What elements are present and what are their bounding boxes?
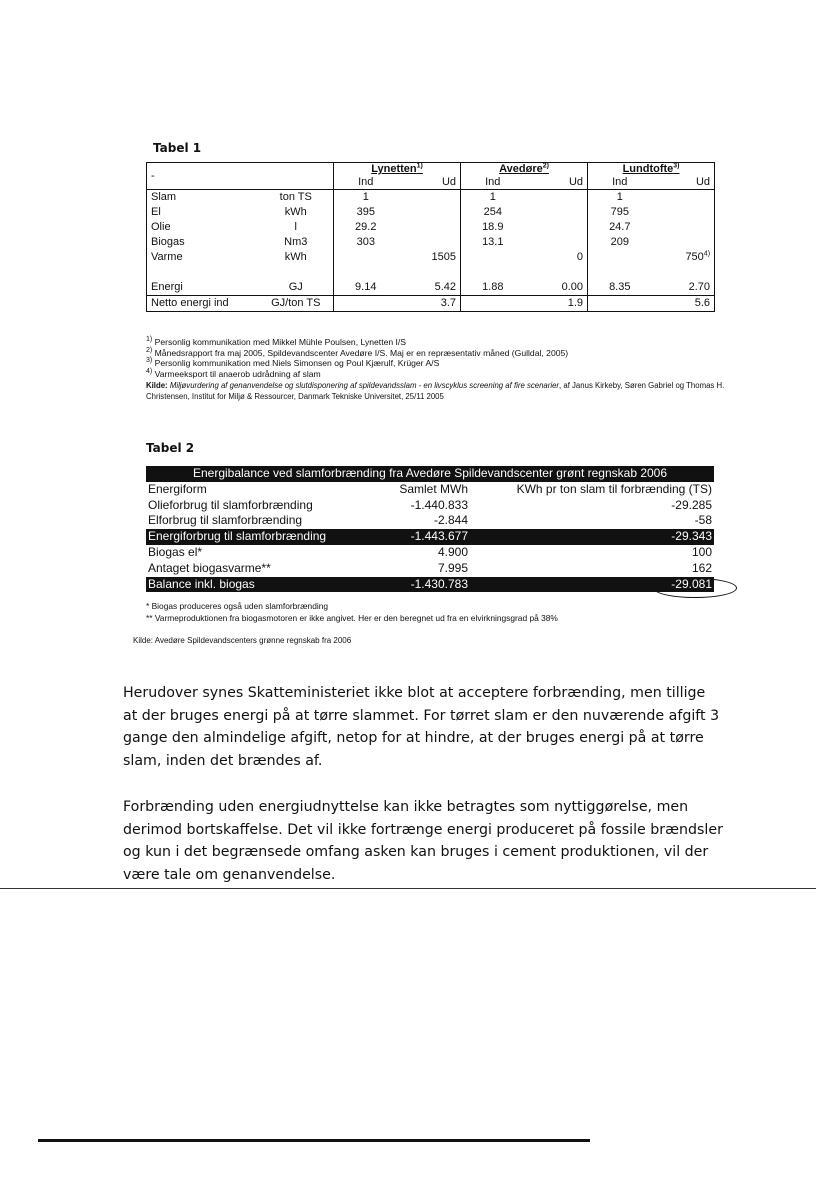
table2-source: Kilde: Avedøre Spildevandscenters grønne regnskab fra 2006 — [133, 636, 352, 645]
table2-notes — [146, 600, 558, 624]
table1-row — [147, 250, 715, 265]
table1-group-avedore: Avedøre$^{2)}$ — [461, 163, 588, 177]
table1-cell: 5.42 — [398, 280, 461, 296]
table1-footnote: $^{3)}$ Personlig kommunikation med Niels Simonsen og Poul Kjærulf, Krüger A/S — [146, 357, 440, 368]
table1-cell — [525, 235, 588, 250]
table1-cell: 1 — [616, 191, 623, 203]
table2-cell-mwh: -1.443.677 — [410, 529, 468, 544]
table2-cell-kwh: -29.343 — [671, 529, 712, 544]
table1-cell — [525, 190, 588, 206]
handdrawn-circle — [653, 578, 737, 598]
table2-row — [146, 498, 714, 514]
table1-cell: 3.7 — [398, 296, 461, 312]
table1-spacer-row — [147, 265, 715, 280]
table1-subhead: Ud — [398, 176, 461, 190]
table1-cell — [398, 190, 461, 206]
table2-cell-mwh: -2.844 — [433, 513, 468, 528]
table2-cell-mwh: -1.430.783 — [410, 576, 468, 591]
table2 — [146, 466, 714, 592]
table1-footnote: $^{4)}$ Varmeeksport til anaerob udrådning af slam — [146, 367, 321, 379]
table2-cell-kwh: -58 — [694, 513, 712, 528]
paragraph-1: Herudover synes Skatteministeriet ikke blot at acceptere forbrænding, men tillige at der bruges energi på at tørre slammet. For tørret slam er den nuværende afgift 3 gange den almindelige afgift, netop for at hindre, at der bruges energi på at tørre slam, inden det brændes af. — [123, 685, 720, 769]
table2-cell-label: Elforbrug til slamforbrænding — [148, 513, 303, 528]
table2-cell-kwh: 162 — [691, 560, 712, 575]
table2-cell-label: Biogas el* — [148, 544, 203, 559]
table1-cell: 2.70 — [652, 280, 715, 296]
table2-cell-kwh: -29.081 — [671, 576, 712, 591]
table1-row-unit: Nm3 — [259, 235, 334, 250]
table2-cell-label: Balance inkl. biogas — [148, 576, 255, 591]
table1-cell — [398, 235, 461, 250]
table2-cell-kwh: KWh pr ton slam til forbrænding (TS) — [516, 481, 712, 496]
table1-cell — [525, 220, 588, 235]
table1-footnote: $^{1)}$ Personlig kommunikation med Mikkel Mühle Poulsen, Lynetten I/S — [146, 336, 407, 347]
table2-highlight-row — [146, 577, 714, 593]
table2-cell-mwh: 4.900 — [437, 544, 468, 559]
paragraph-2: Forbrænding uden energiudnyttelse kan ikke betragtes som nyttiggørelse, men derimod bortskaffelse. Det vil ikke fortrænge energi produceret på fossile brændsler og kun i det begrænsede omfang asken kan bruges i cement produktionen, vil der være tale om genanvendelse. — [123, 799, 723, 883]
table2-note: ** Varmeproduktionen fra biogasmotoren er ikke angivet. Her er den beregnet ud fra en elvirkningsgrad på 38% — [146, 613, 558, 623]
table1-cell: 395 — [356, 206, 375, 218]
table2-note: * Biogas produceres også uden slamforbrænding — [146, 601, 329, 611]
table2-cell-label: Antaget biogasvarme** — [148, 560, 271, 575]
table1-cell: 8.35 — [588, 280, 652, 296]
table2-header: Energibalance ved slamforbrænding fra Avedøre Spildevandscenter grønt regnskab 2006 — [146, 466, 714, 482]
table1-subhead: Ind — [588, 176, 652, 190]
table2-highlight-row — [146, 529, 714, 545]
table1-cell — [398, 205, 461, 220]
table1-notes — [146, 337, 726, 402]
table1-cell: 0 — [525, 250, 588, 265]
table1-cell: 209 — [610, 236, 629, 248]
table1-cell — [652, 235, 715, 250]
table1-cell: 5.6 — [652, 296, 715, 312]
table1-footnote: $^{2)}$ Månedsrapport fra maj 2005, Spildevandscenter Avedøre I/S. Maj er en repræsentativ måned (Gulldal, 2005) — [146, 346, 569, 358]
table1-row-unit: ton TS — [259, 190, 334, 206]
table1-cell: 18.9 — [482, 221, 504, 233]
table1-cell: 795 — [610, 206, 629, 218]
table2-row — [146, 482, 714, 498]
table2-cell-kwh: -29.285 — [671, 497, 712, 512]
table2-title: Tabel 2 — [146, 441, 195, 455]
table1-net-unit: GJ/ton TS — [259, 296, 334, 312]
horizontal-rule — [0, 888, 816, 889]
table2-row — [146, 545, 714, 561]
table1-cell: 24.7 — [609, 221, 631, 233]
table1-row-unit: kWh — [259, 250, 334, 265]
table1-subhead: Ind — [334, 176, 398, 190]
table2-cell-label: Energiform — [148, 481, 207, 496]
table1-subhead: Ud — [525, 176, 588, 190]
table1-cell: 1 — [362, 191, 369, 203]
table1-row — [147, 205, 715, 220]
table1-cell — [525, 205, 588, 220]
table1-cell: 13.1 — [482, 236, 504, 248]
table1-row-unit: GJ — [259, 280, 334, 296]
table1-cell: 1.9 — [525, 296, 588, 312]
table1-cell — [652, 205, 715, 220]
table1-row — [147, 220, 715, 235]
table1-row-unit: kWh — [259, 205, 334, 220]
table1-subhead: Ind — [461, 176, 525, 190]
table1-cell — [652, 220, 715, 235]
table1-cell: 9.14 — [334, 280, 398, 296]
table1-cell: 750$^{4)}$ — [652, 250, 715, 265]
table1-row — [147, 235, 715, 250]
table1-row-label: Olie — [147, 220, 259, 235]
table1-cell — [588, 250, 652, 265]
table2-cell-label: Energiforbrug til slamforbrænding — [148, 529, 327, 544]
table1-cell: 254 — [483, 206, 502, 218]
table1-net-label: Netto energi ind — [147, 296, 259, 312]
table2-cell-mwh: Samlet MWh — [399, 481, 468, 496]
table1-cell: 1 — [489, 191, 496, 203]
table1-row-label: El — [147, 205, 259, 220]
table2-cell-label: Olieforbrug til slamforbrænding — [148, 497, 313, 512]
table2-row — [146, 513, 714, 529]
table1-row-label: Energi — [147, 280, 259, 296]
table1 — [146, 162, 714, 312]
table1-cell — [398, 220, 461, 235]
table1-cell: 303 — [356, 236, 375, 248]
table1-cell: 1.88 — [461, 280, 525, 296]
table1-cell: 1505 — [398, 250, 461, 265]
table1-subhead: Ud — [652, 176, 715, 190]
table1-cell — [461, 250, 525, 265]
table2-cell-mwh: -1.440.833 — [410, 497, 468, 512]
table1-cell — [652, 190, 715, 206]
table1-title: Tabel 1 — [153, 141, 202, 155]
table1-cell: 0.00 — [525, 280, 588, 296]
table2-row — [146, 561, 714, 577]
table1-net-row — [147, 296, 715, 312]
table1-cell — [334, 250, 398, 265]
table1-row-unit: l — [259, 220, 334, 235]
table1-group-lundtofte: Lundtofte$^{3)}$ — [588, 163, 715, 177]
table2-cell-kwh: 100 — [691, 544, 712, 559]
table1-group-lynetten: Lynetten$^{1)}$ — [334, 163, 461, 177]
footer-rule — [38, 1139, 590, 1142]
table1-source: Kilde: Miljøvurdering af genanvendelse og slutdisponering af spildevandsslam - en livscyklus screening af fire scenarier, af Janus Kirkeby, Søren Gabriel og Thomas H. Christensen, Institut for Miljø & Ressourcer, Danmark Tekniske Universitet, 25/11 2005 — [146, 381, 725, 401]
table1-row — [147, 280, 715, 296]
table1-row-label: Varme — [147, 250, 259, 265]
table1-row-label: Slam — [147, 190, 259, 206]
table2-cell-mwh: 7.995 — [437, 560, 468, 575]
table1-corner: - — [147, 163, 334, 190]
table1-row — [147, 190, 715, 206]
table1-row-label: Biogas — [147, 235, 259, 250]
table1-cell: 29.2 — [355, 221, 377, 233]
